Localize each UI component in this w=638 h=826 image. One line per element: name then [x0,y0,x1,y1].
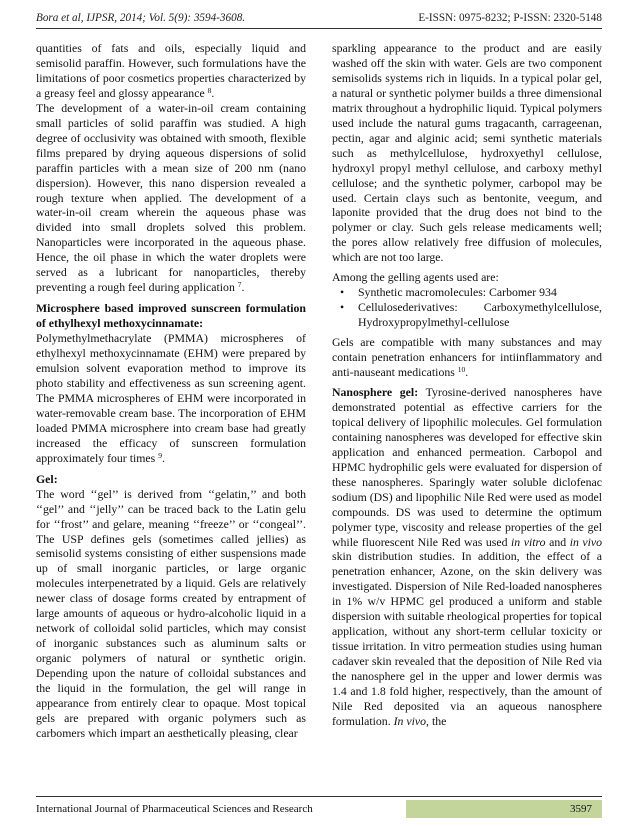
reference-mark: 8 [207,85,212,95]
list-item: • Synthetic macromolecules: Carbomer 934 [358,285,602,300]
page-number: 3597 [570,803,592,815]
reference-mark: 10 [457,365,466,375]
right-column [332,41,602,729]
citation: Bora et al, IJPSR, 2014; Vol. 5(9): 3594-3608. [36,12,246,24]
reference-mark: 9 [158,450,162,460]
paragraph: sparkling appearance to the product and are easily washed off the skin with water. Gels are two component semisolids systems rich in liquids. In a typical polar gel, a natural or synthetic polymer builds a three dimensional matrix throughout a hydrophilic liquid. Typical polymers used include the natural gums tragacanth, carrageenan, pectin, agar and alginic acid; semi synthetic materials such as methylcellulose, hydroxyethyl cellulose, hydroxyl propyl methyl cellulose, and carboxy methyl cellulose; and the synthetic polymer, carbopol may be used. Certain clays such as bentonite, veegum, and laponite provided that the drug does not bind to the polymer or clay. Such gels release medicaments well; the pores allow relatively free diffusion of molecules, which are not too large. [332,41,602,265]
issn: E-ISSN: 0975-8232; P-ISSN: 2320-5148 [418,12,602,24]
paragraph: Polymethylmethacrylate (PMMA) microspheres of ethylhexyl methoxycinnamate (EHM) were prepared by emulsion solvent evaporation method to improve its photo stability and effectiveness as sun screening agent. The PMMA microspheres of EHM were incorporated in water-removable cream base. The incorporation of EHM loaded PMMA microsphere into cream base had greatly increased the efficacy of sunscreen formulation approximately four times $^9$. [36,331,306,465]
page-footer [36,800,602,818]
reference-mark: 7 [237,280,242,290]
paragraph: Among the gelling agents used are: [332,270,499,285]
journal-name: International Journal of Pharmaceutical Sciences and Research [36,803,313,815]
left-column [36,41,306,741]
paragraph: The development of a water-in-oil cream containing small particles of solid paraffin was studied. A high degree of occlusivity was obtained with smooth, flexible films prepared by drying aqueous dispersions of solid paraffin particles with a mean size of 200 nm (nano dispersion). However, this nano dispersion revealed a rough texture when applied. The development of a water-in-oil cream wherein the aqueous phase was divided into small droplets solved this problem. Nanoparticles were incorporated in the aqueous phase. Hence, the oil phase in which the water droplets were served as a lubricant for nanoparticles, thereby preventing a rough feel during application $^7$. [36,100,306,295]
section-heading: Nanosphere gel: [332,384,419,399]
header-rule [36,28,602,29]
bullet-list [332,285,602,330]
section-heading: Gel: [36,471,58,486]
list-item: • Cellulosederivatives: Carboxymethylcellulose, Hydroxypropylmethyl-cellulose [358,300,602,330]
paragraph: Nanosphere gel: Tyrosine-derived nanospheres have demonstrated potential as effective carriers for the topical delivery of lipophilic molecules. Gel formulation containing nanospheres was developed for effective skin application and enhanced permeation. Carbopol and HPMC hydrophilic gels were evaluated for dispersion of these nanospheres. Sparingly water soluble diclofenac sodium (DS) and lipophilic Nile Red were used as model compounds. DS was used to determine the optimum polymer type, viscosity and release properties of the gel while fluorescent Nile Red was used in vitro and in vivo skin distribution studies. In addition, the effect of a penetration enhancer, Azone, on the skin delivery was investigated. Dispersion of Nile Red-loaded nanospheres in 1% w/v HPMC gel produced a uniform and stable dispersion with suitable rheological properties for topical application, without any short-term cellular toxicity or tissue irritation. In vitro permeation studies using human cadaver skin revealed that the deposition of Nile Red via the nanosphere gel in the upper and lower dermis was 1.4 and 1.8 fold higher, respectively, than the amount of Nile Red deposited via an aqueous nanosphere formulation. In vivo, the [332,384,603,728]
paragraph: The word ‘‘gel’’ is derived from ‘‘gelatin,’’ and both ‘‘gel’’ and ‘‘jelly’’ can be traced back to the Latin gelu for ‘‘frost’’ and gelare, meaning ‘‘freeze’’ or ‘‘congeal’’. The USP defines gels (sometimes called jellies) as semisolid systems consisting of either suspensions made up of small inorganic particles, or large organic molecules interpenetrated by a liquid. Gels are relatively newer class of dosage forms created by entrapment of large amounts of aqueous or hydro-alcoholic liquid in a network of colloidal solid particles, which may consist of inorganic substances such as aluminum salts or organic polymers of natural or synthetic origin. Depending upon the nature of colloidal substances and the liquid in the formulation, the gel will range in appearance from entirely clear to opaque. Most topical gels are prepared with organic polymers such as carbomers which impart an aesthetically pleasing, clear [36,486,306,740]
paragraph: quantities of fats and oils, especially liquid and semisolid paraffin. However, such formulations have the limitations of poor cosmetics properties characterized by a greasy feel and glossy appearance $^8$. [36,41,306,100]
paragraph: Gels are compatible with many substances and may contain penetration enhancers for intiinflammatory and anti-nauseant medications $^{10}$. [332,335,602,380]
footer-rule [36,796,602,797]
section-heading: Microsphere based improved sunscreen formulation of ethylhexyl methoxycinnamate: [36,301,306,331]
